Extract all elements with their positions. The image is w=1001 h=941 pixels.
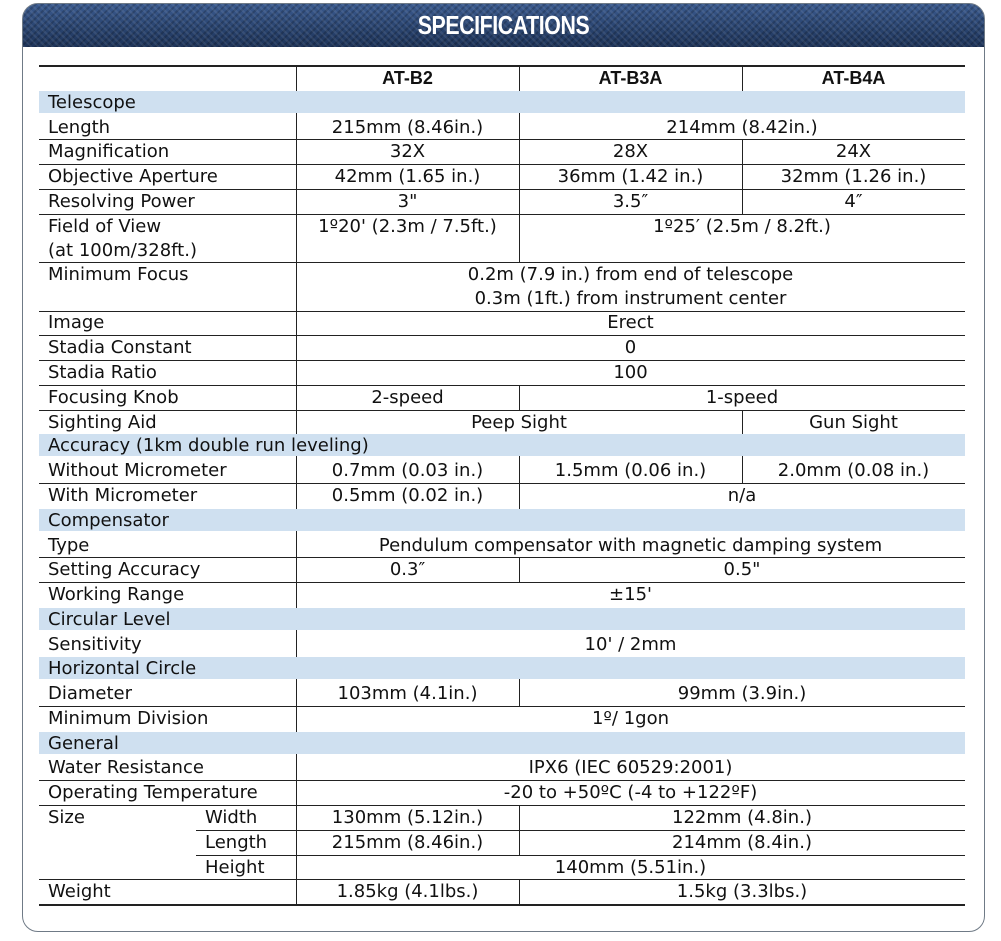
row-label-diameter: Diameter — [48, 683, 133, 704]
magnification-at-b4a: 24X — [835, 141, 872, 162]
size-length-at-b2: 215mm (8.46in.) — [331, 832, 484, 853]
row-label-setting-accuracy: Setting Accuracy — [48, 559, 201, 580]
minimum-focus-line-2: 0.3m (1ft.) from instrument center — [474, 288, 787, 309]
diameter-at-b2: 103mm (4.1in.) — [337, 683, 478, 704]
table-top-rule — [39, 65, 965, 67]
water-resistance-value: IPX6 (IEC 60529:2001) — [528, 757, 733, 778]
page-title: SPECIFICATIONS — [417, 10, 590, 40]
row-label-water-resistance: Water Resistance — [48, 757, 204, 778]
stadia-constant-value: 0 — [624, 337, 637, 358]
row-label-objective-aperture: Objective Aperture — [48, 166, 218, 187]
section-compensator: Compensator — [39, 509, 965, 531]
resolving-at-b3a: 3.5″ — [612, 191, 649, 212]
with-micrometer-at-b3a-b4a: n/a — [727, 485, 757, 506]
row-label-sensitivity: Sensitivity — [48, 634, 142, 655]
row-label-magnification: Magnification — [48, 141, 170, 162]
focusing-at-b3a-b4a: 1-speed — [705, 387, 779, 408]
row-label-sighting-aid: Sighting Aid — [48, 412, 157, 433]
fov-at-b2: 1º20' (2.3m / 7.5ft.) — [318, 216, 497, 237]
resolving-at-b4a: 4″ — [844, 191, 863, 212]
column-header-at-b4a: AT-B4A — [821, 68, 886, 88]
row-label-working-range: Working Range — [48, 584, 185, 605]
row-label-image: Image — [48, 312, 105, 333]
section-telescope: Telescope — [39, 91, 965, 113]
title-banner — [23, 4, 984, 47]
resolving-at-b2: 3" — [397, 191, 418, 212]
length-at-b3a-b4a: 214mm (8.42in.) — [666, 117, 818, 138]
stadia-ratio-value: 100 — [613, 362, 648, 383]
row-label-field-of-view-note: (at 100m/328ft.) — [48, 240, 197, 261]
size-length-at-b3a-b4a: 214mm (8.4in.) — [672, 832, 812, 853]
section-general: General — [39, 732, 965, 754]
operating-temperature-value: -20 to +50ºC (-4 to +122ºF) — [503, 782, 758, 803]
magnification-at-b2: 32X — [389, 141, 426, 162]
size-width-at-b3a-b4a: 122mm (4.8in.) — [672, 807, 812, 828]
row-label-operating-temperature: Operating Temperature — [48, 782, 258, 803]
with-micrometer-at-b2: 0.5mm (0.02 in.) — [331, 485, 484, 506]
aperture-at-b3a: 36mm (1.42 in.) — [557, 166, 704, 187]
setting-accuracy-at-b2: 0.3″ — [389, 559, 426, 580]
size-height-value: 140mm (5.51in.) — [554, 857, 707, 878]
section-circular-level: Circular Level — [39, 608, 965, 630]
fov-at-b3a-b4a: 1º25′ (2.5m / 8.2ft.) — [653, 216, 831, 237]
row-label-weight: Weight — [48, 881, 111, 902]
row-label-with-micrometer: With Micrometer — [48, 485, 198, 506]
without-micrometer-at-b2: 0.7mm (0.03 in.) — [331, 460, 484, 481]
compensator-type-value: Pendulum compensator with magnetic damping system — [378, 535, 883, 556]
minimum-focus-line-1: 0.2m (7.9 in.) from end of telescope — [467, 264, 794, 285]
size-width-at-b2: 130mm (5.12in.) — [331, 807, 484, 828]
without-micrometer-at-b3a: 1.5mm (0.06 in.) — [554, 460, 707, 481]
diameter-at-b3a-b4a: 99mm (3.9in.) — [677, 683, 807, 704]
row-label-field-of-view: Field of View — [48, 216, 162, 237]
row-label-minimum-division: Minimum Division — [48, 708, 209, 729]
row-label-without-micrometer: Without Micrometer — [48, 460, 227, 481]
table-bottom-rule — [39, 904, 965, 906]
setting-accuracy-at-b3a-b4a: 0.5" — [723, 559, 761, 580]
focusing-at-b2: 2-speed — [371, 387, 444, 408]
row-label-stadia-constant: Stadia Constant — [48, 337, 192, 358]
row-label-minimum-focus: Minimum Focus — [48, 264, 189, 285]
aperture-at-b4a: 32mm (1.26 in.) — [780, 166, 927, 187]
length-at-b2: 215mm (8.46in.) — [331, 117, 484, 138]
row-label-size-width: Width — [205, 807, 258, 828]
image-value: Erect — [607, 312, 654, 333]
without-micrometer-at-b4a: 2.0mm (0.08 in.) — [777, 460, 930, 481]
column-header-at-b3a: AT-B3A — [598, 68, 663, 88]
minimum-division-value: 1º/ 1gon — [591, 708, 670, 729]
row-label-size-height: Height — [205, 857, 265, 878]
weight-at-b2: 1.85kg (4.1lbs.) — [336, 881, 479, 902]
row-label-size-length: Length — [205, 832, 268, 853]
row-label-stadia-ratio: Stadia Ratio — [48, 362, 157, 383]
section-horizontal-circle: Horizontal Circle — [39, 657, 965, 679]
sighting-at-b2-b3a: Peep Sight — [471, 412, 567, 433]
aperture-at-b2: 42mm (1.65 in.) — [334, 166, 481, 187]
section-accuracy: Accuracy (1km double run leveling) — [39, 434, 965, 456]
weight-at-b3a-b4a: 1.5kg (3.3lbs.) — [676, 881, 808, 902]
row-label-resolving-power: Resolving Power — [48, 191, 195, 212]
working-range-value: ±15' — [609, 584, 652, 605]
row-label-type: Type — [48, 535, 90, 556]
row-label-length: Length — [48, 117, 111, 138]
sensitivity-value: 10' / 2mm — [584, 634, 677, 655]
row-label-size: Size — [48, 807, 85, 828]
column-header-at-b2: AT-B2 — [382, 68, 433, 88]
row-label-focusing-knob: Focusing Knob — [48, 387, 179, 408]
sighting-at-b4a: Gun Sight — [809, 412, 898, 433]
magnification-at-b3a: 28X — [612, 141, 649, 162]
